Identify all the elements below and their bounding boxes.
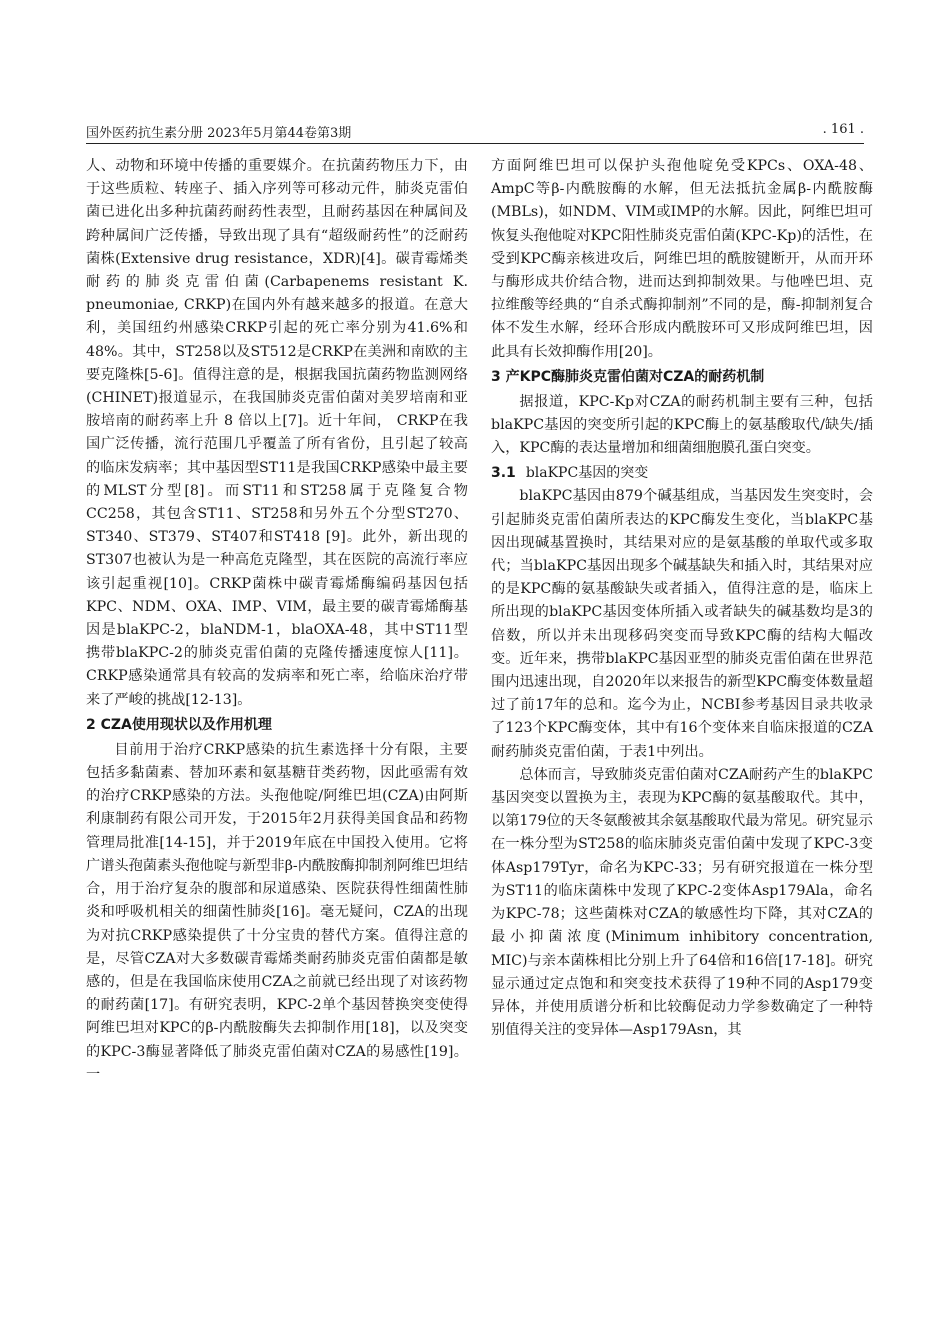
header-rule (86, 143, 864, 144)
journal-title: 国外医药抗生素分册 2023年5月第44卷第3期 (86, 126, 352, 141)
page-number: . 161 . (822, 122, 864, 137)
section-3-1-heading (491, 462, 873, 485)
left-paragraph-1: 人、动物和环境中传播的重要媒介。在抗菌药物压力下，由于这些质粒、转座子、插入序列等可移动元件，肺炎克雷伯菌已进化出多种抗菌药耐药性表型，且耐药基因在种属间及跨种属间广泛传播，导致出现了具有“超级耐药性”的泛耐药菌株(Extensive drug resistance，XDR)[4]。碳青霉烯类耐药的肺炎克雷伯菌(Carbapenems resistant K. pneumoniae, CRKP)在国内外有越来越多的报道。在意大利，美国纽约州感染CRKP引起的死亡率分别为41.6%和48%。其中，ST258以及ST512是CRKP在美洲和南欧的主要克隆株[5-6]。值得注意的是，根据我国抗菌药物监测网络(CHINET)报道显示，在我国肺炎克雷伯菌对美罗培南和亚胺培南的耐药率上升 8 倍以上[7]。近十年间， CRKP在我国广泛传播，流行范围几乎覆盖了所有省份，且引起了较高的临床发病率；其中基因型ST11是我国CRKP感染中最主要的MLST分型[8]。而ST11和ST258属于克隆复合物CC258，其包含ST11、ST258和另外五个分型ST270、ST340、ST379、ST407和ST418 [9]。此外，新出现的ST307也被认为是一种高危克隆型，其在医院的高流行率应该引起重视[10]。CRKP菌株中碳青霉烯酶编码基因包括KPC、NDM、OXA、IMP、VIM，最主要的碳青霉烯酶基因是blaKPC-2，blaNDM-1，blaOXA-48，其中ST11型携带blaKPC-2的肺炎克雷伯菌的克隆传播速度惊人[11]。CRKP感染通常具有较高的发病率和死亡率，给临床治疗带来了严峻的挑战[12-13]。 (86, 158, 468, 708)
right-paragraph-3: blaKPC基因由879个碱基组成，当基因发生突变时，会引起肺炎克雷伯菌所表达的KPC酶发生变化，当blaKPC基因出现碱基置换时，其结果对应的是氨基酸的单取代或多取代；当blaKPC基因出现多个碱基缺失和插入时，其结果对应的是KPC酶的氨基酸缺失或者插入，值得注意的是，临床上所出现的blaKPC基因变体所插入或者缺失的碱基数均是3的倍数，所以并未出现移码突变而导致KPC酶的结构大幅改变。近年来，携带blaKPC基因亚型的肺炎克雷伯菌在世界范围内迅速出现，自2020年以来报告的新型KPC酶变体数量超过了前17年的总和。迄今为止，NCBI参考基因目录共收录了123个KPC酶变体，其中有16个变体来自临床报道的CZA耐药肺炎克雷伯菌，于表1中列出。 (491, 488, 873, 760)
left-column (86, 155, 468, 1087)
right-paragraph-4: 总体而言，导致肺炎克雷伯菌对CZA耐药产生的blaKPC基因突变以置换为主，表现为KPC酶的氨基酸取代。其中，以第179位的天冬氨酸被其余氨基酸取代最为常见。研究显示在一株分型为ST258的临床肺炎克雷伯菌中发现了KPC-3变体Asp179Tyr，命名为KPC-33；另有研究报道在一株分型为ST11的临床菌株中发现了KPC-2变体Asp179Ala，命名为KPC-78；这些菌株对CZA的敏感性均下降，其对CZA的最小抑菌浓度(Minimum inhibitory concentration, MIC)与亲本菌株相比分别上升了64倍和16倍[17-18]。研究显示通过定点饱和和突变技术获得了19种不同的Asp179变异体，并使用质谱分析和比较酶促动力学参数确定了一种特别值得关注的变异体—Asp179Asn，其 (491, 766, 873, 1039)
running-header (86, 122, 864, 144)
section-3-1-number: 3.1 (491, 465, 516, 482)
section-3-heading: 3 产KPC酶肺炎克雷伯菌对CZA的耐药机制 (491, 368, 765, 385)
right-column (491, 155, 873, 1042)
section-3-1-title: blaKPC基因的突变 (525, 465, 649, 482)
section-2-heading: 2 CZA使用现状以及作用机理 (86, 716, 272, 733)
right-paragraph-2: 据报道，KPC-Kp对CZA的耐药机制主要有三种，包括blaKPC基因的突变所引起的KPC酶上的氨基酸取代/缺失/插入，KPC酶的表达量增加和细菌细胞膜孔蛋白突变。 (491, 393, 873, 457)
left-paragraph-2: 目前用于治疗CRKP感染的抗生素选择十分有限，主要包括多黏菌素、替加环素和氨基糖苷类药物，因此亟需有效的治疗CRKP感染的方法。头孢他啶/阿维巴坦(CZA)由阿斯利康制药有限公司开发，于2015年2月获得美国食品和药物管理局批准[14-15]，并于2019年底在中国投入使用。它将广谱头孢菌素头孢他啶与新型非β-内酰胺酶抑制剂阿维巴坦结合，用于治疗复杂的腹部和尿道感染、医院获得性细菌性肺炎和呼吸机相关的细菌性肺炎[16]。毫无疑问，CZA的出现为对抗CRKP感染提供了十分宝贵的替代方案。值得注意的是，尽管CZA对大多数碳青霉烯类耐药肺炎克雷伯菌都是敏感的，但是在我国临床使用CZA之前就已经出现了对该药物的耐药菌[17]。有研究表明，KPC-2单个基因替换突变使得阿维巴坦对KPC的β-内酰胺酶失去抑制作用[18]，以及突变的KPC-3酶显著降低了肺炎克雷伯菌对CZA的易感性[19]。一 (86, 741, 468, 1083)
right-paragraph-1: 方面阿维巴坦可以保护头孢他啶免受KPCs、OXA-48、AmpC等β-内酰胺酶的水解，但无法抵抗金属β-内酰胺酶(MBLs)，如NDM、VIM或IMP的水解。因此，阿维巴坦可恢复头孢他啶对KPC阳性肺炎克雷伯菌(KPC-Kp)的活性，在受到KPC酶亲核进攻后，阿维巴坦的酰胺键断开，从而开环与酶形成共价结合物，进而达到抑制效果。与他唑巴坦、克拉维酸等经典的“自杀式酶抑制剂”不同的是，酶-抑制剂复合体不发生水解，经环合形成内酰胺环可又形成阿维巴坦，因此具有长效抑酶作用[20]。 (491, 158, 873, 360)
